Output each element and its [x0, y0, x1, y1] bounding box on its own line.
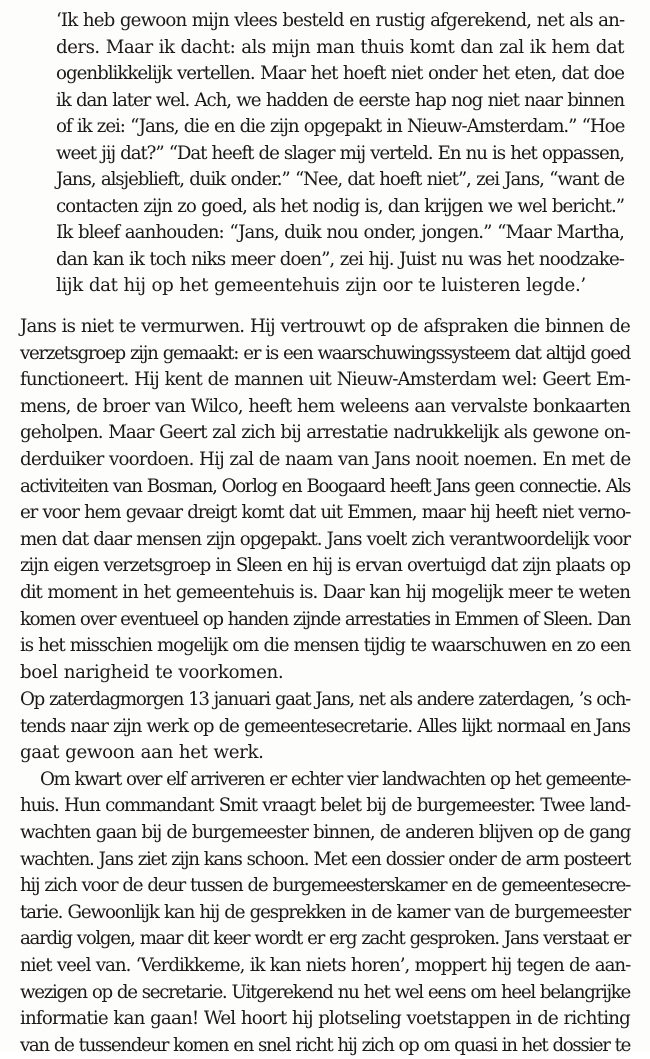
quote-line: ogenblikkelijk vertellen. Maar het hoeft niet onder het eten, dat doe: [56, 63, 624, 84]
text-line: komen over eventueel op handen zijnde arrestaties in Emmen of Sleen. Dan: [20, 608, 630, 630]
text-line: informatie kan gaan! Wel hoort hij plotseling voetstappen in de richting: [20, 1008, 630, 1030]
text-line: functioneert. Hij kent de mannen uit Nieuw-Amsterdam wel: Geert Em-: [20, 369, 630, 391]
paragraph-1: [20, 314, 630, 686]
text-line: niet veel van. ‘Verdikkeme, ik kan niets horen’, moppert hij tegen de aan-: [20, 954, 631, 976]
text-line: activiteiten van Bosman, Oorlog en Boogaard heeft Jans geen connectie. Als: [20, 475, 630, 497]
quote-line: ‘Ik heb gewoon mijn vlees besteld en rustig afgerekend, net als an-: [56, 10, 625, 31]
text-line: is het misschien mogelijk om die mensen tijdig te waarschuwen en zo een: [20, 635, 631, 657]
text-line: verzetsgroep zijn gemaakt: er is een waarschuwingssysteem dat altijd goed: [20, 342, 630, 364]
text-line: dit moment in het gemeentehuis is. Daar kan hij mogelijk meer te weten: [20, 581, 630, 603]
quote-line: lijk dat hij op het gemeentehuis zijn oor te luisteren legde.’: [56, 275, 586, 296]
text-line: wachten gaan bij de burgemeester binnen, de anderen blijven op de gang: [20, 821, 631, 843]
text-line: tarie. Gewoonlijk kan hij de gesprekken in de kamer van de burgemeester: [20, 901, 630, 923]
text-line: wachten. Jans ziet zijn kans schoon. Met een dossier onder de arm posteert: [20, 848, 630, 870]
quote-line: of ik zei: “Jans, die en die zijn opgepakt in Nieuw-Amsterdam.” “Hoe: [56, 116, 625, 137]
quote-line: ik dan later wel. Ach, we hadden de eerste hap nog niet naar binnen: [56, 89, 624, 111]
text-line: derduiker voordoen. Hij zal de naam van Jans nooit noemen. En met de: [20, 448, 631, 470]
text-line: van de tussendeur komen en snel richt hij zich op om quasi in het dossier te: [20, 1034, 630, 1056]
text-line: huis. Hun commandant Smit vraagt belet bij de burgemeester. Twee land-: [20, 795, 630, 817]
quote-line: dan kan ik toch niks meer doen”, zei hij. Juist nu was het noodzake-: [56, 248, 624, 270]
text-line: tends naar zijn werk op de gemeentesecretarie. Alles lijkt normaal en Jans: [20, 715, 630, 737]
text-line: gaat gewoon aan het werk.: [20, 742, 264, 764]
quote-line: Ik bleef aanhouden: “Jans, duik nou onder, jongen.” “Maar Martha,: [56, 222, 624, 243]
quote-line: ders. Maar ik dacht: als mijn man thuis komt dan zal ik hem dat: [56, 36, 624, 58]
text-line: hij zich voor de deur tussen de burgemeesterskamer en de gemeentesecre-: [20, 875, 630, 897]
text-line: Om kwart over elf arriveren er echter vier landwachten op het gemeente-: [40, 768, 630, 790]
quote-line: contacten zijn zo goed, als het nodig is, dan krijgen we wel bericht.”: [56, 195, 625, 217]
text-line: wezigen op de secretarie. Uitgerekend nu het wel eens om heel belangrijke: [20, 981, 630, 1003]
text-line: boel narigheid te voorkomen.: [20, 661, 284, 683]
text-line: mens, de broer van Wilco, heeft hem weleens aan vervalste bonkaarten: [20, 395, 630, 417]
text-line: er voor hem gevaar dreigt komt dat uit Emmen, maar hij heeft niet verno-: [20, 502, 630, 524]
text-line: Jans is niet te vermurwen. Hij vertrouwt op de afspraken die binnen de: [20, 316, 630, 337]
text-line: aardig volgen, maar dit keer wordt er erg zacht gesproken. Jans verstaat er: [20, 928, 630, 950]
text-line: Op zaterdagmorgen 13 januari gaat Jans, net als andere zaterdagen, ’s och-: [20, 689, 630, 710]
quote-line: Jans, alsjeblieft, duik onder.” “Nee, dat hoeft niet”, zei Jans, “want de: [56, 169, 624, 190]
block-quote: [56, 8, 624, 300]
quote-line: weet jij dat?” “Dat heeft de slager mij verteld. En nu is het oppassen,: [56, 142, 624, 164]
text-line: men dat daar mensen zijn opgepakt. Jans voelt zich verantwoordelijk voor: [20, 528, 630, 550]
text-line: zijn eigen verzetsgroep in Sleen en hij is ervan overtuigd dat zijn plaats op: [20, 555, 630, 577]
text-line: geholpen. Maar Geert zal zich bij arrestatie nadrukkelijk als gewone on-: [20, 422, 630, 444]
paragraph-2-3: [20, 687, 630, 1059]
